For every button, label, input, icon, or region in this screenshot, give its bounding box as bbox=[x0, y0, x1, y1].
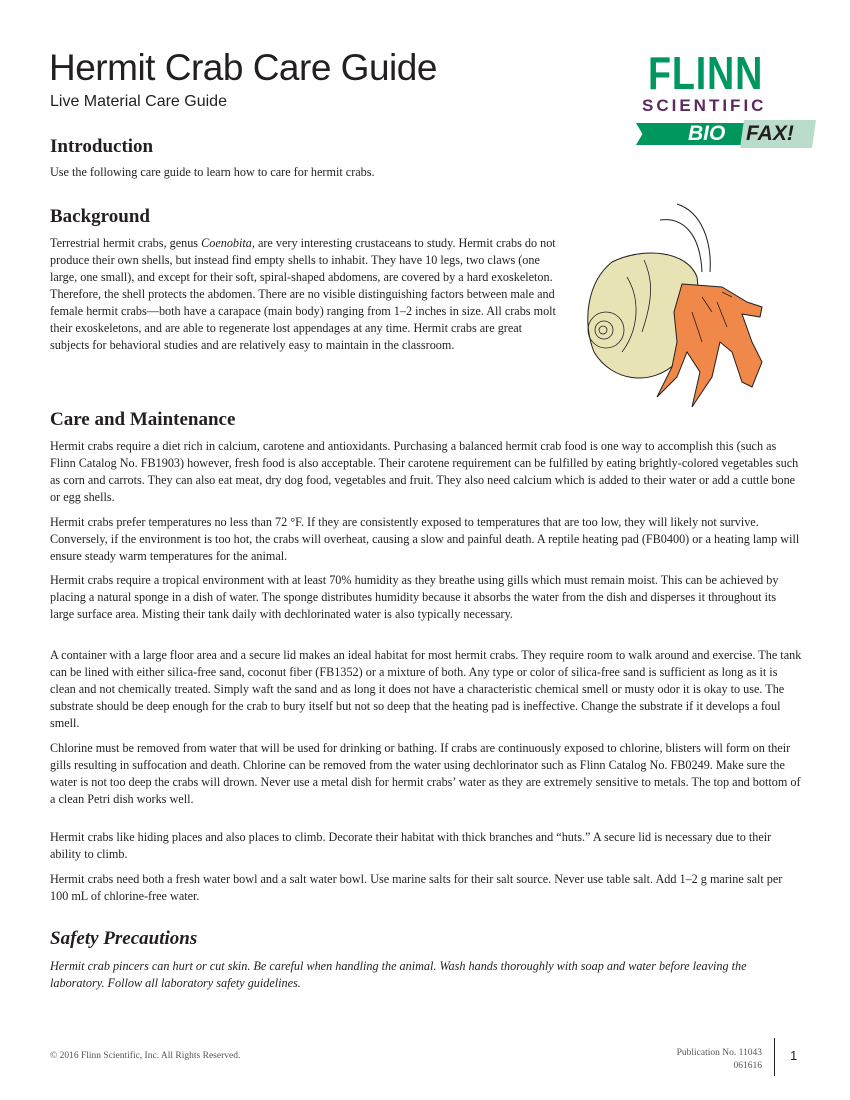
copyright: © 2016 Flinn Scientific, Inc. All Rights Reserved. bbox=[50, 1051, 241, 1061]
publication-code: 061616 bbox=[733, 1061, 762, 1071]
flinn-bio-fax-logo bbox=[628, 47, 818, 155]
hermit-crab-illustration bbox=[582, 202, 772, 412]
publication-info bbox=[640, 1047, 762, 1073]
page-number: 1 bbox=[790, 1048, 798, 1063]
care-paragraph: Hermit crabs like hiding places and also places to climb. Decorate their habitat with thick branches and “huts.” A secure lid is necessary due to their ability to climb. bbox=[50, 830, 772, 861]
safety-text: Hermit crab pincers can hurt or cut skin. Be careful when handling the animal. Wash hands thoroughly with soap and water before leaving the laboratory. Follow all laboratory safety guidelines. bbox=[50, 959, 747, 990]
background-text-b: are very interesting crustaceans to study. Hermit crabs do not produce their own shells, but instead find empty shells to inhabit. They have 10 legs, two claws (one large, one small), and except for their soft, spiral-shaped abdomens, are covered by a hard exoskeleton. Therefore, the shell protects the abdomen. There are no visible distinguishing factors between male and female hermit crabs—both have a carapace (main body) ranging from 1–2 inches in size. All crabs molt their exoskeletons, and are able to regenerate lost appendages at any time. Hermit crabs are great subjects for behavioral studies and are relatively easy to maintain in the classroom. bbox=[50, 236, 556, 352]
footer-divider bbox=[774, 1038, 775, 1076]
safety-heading: Safety Precautions bbox=[50, 928, 198, 949]
banner-fax: FAX! bbox=[746, 122, 794, 145]
background-heading: Background bbox=[50, 206, 150, 227]
banner-bio: BIO bbox=[688, 122, 726, 145]
introduction-text: Use the following care guide to learn how to care for hermit crabs. bbox=[50, 165, 375, 179]
care-paragraph: Hermit crabs need both a fresh water bowl and a salt water bowl. Use marine salts for their salt source. Never use table salt. Add 1–2 g marine salt per 100 mL of chlorine-free water. bbox=[50, 872, 783, 903]
page-title: Hermit Crab Care Guide bbox=[49, 47, 437, 88]
publication-number: Publication No. 11043 bbox=[676, 1048, 762, 1058]
logo-brand-sub: SCIENTIFIC bbox=[642, 96, 767, 115]
page-subtitle: Live Material Care Guide bbox=[50, 93, 227, 110]
care-paragraph: A container with a large floor area and a secure lid makes an ideal habitat for most hermit crabs. They require room to walk around and exercise. The tank can be lined with either silica-free sand, coconut fiber (FB1352) or a mixture of both. Any type or color of silica-free sand is sufficient as long as it is clean and not chemically treated. Simply waft the sand and as long it does not have a characteristic chemical smell or musty odor it is okay to use. The substrate should be deep enough for the crab to bury itself but not so deep that the heating pad is ineffective. Change the substrate if it develops a foul smell. bbox=[50, 648, 802, 730]
care-heading: Care and Maintenance bbox=[50, 409, 236, 430]
genus-name: Coenobita, bbox=[201, 236, 255, 250]
care-paragraph: Chlorine must be removed from water that will be used for drinking or bathing. If crabs are continuously exposed to chlorine, blisters will form on their gills resulting in suffocation and death. Chlorine can be removed from the water using dechlorinator such as Flinn Catalog No. FB0249. Make sure the water is not too deep the crabs will drown. Never use a metal dish for hermit crabs’ water as they are extremely sensitive to metals. The top and bottom of a clean Petri dish works well. bbox=[50, 741, 801, 806]
care-paragraph: Hermit crabs require a tropical environment with at least 70% humidity as they breathe using gills which must remain moist. This can be achieved by placing a natural sponge in a dish of water. The sponge distributes humidity because it absorbs the water from the dish and disperses it throughout its large surface area. Misting their tank daily with dechlorinated water is also typically necessary. bbox=[50, 573, 779, 621]
care-paragraph: Hermit crabs prefer temperatures no less than 72 °F. If they are consistently exposed to temperatures that are too low, they will likely not survive. Conversely, if the environment is too hot, the crabs will overheat, causing a slow and painful death. A reptile heating pad (FB0400) or a heating lamp will ensure steady warm temperatures for the animal. bbox=[50, 515, 800, 563]
logo-brand: FLINN bbox=[648, 47, 764, 99]
care-paragraph: Hermit crabs require a diet rich in calcium, carotene and antioxidants. Purchasing a balanced hermit crab food is one way to accomplish this (such as Flinn Catalog No. FB1903) however, fresh food is also acceptable. Their carotene requirement can be fulfilled by eating brightly-colored vegetables such as corn and carrots. They can also eat meat, dry dog food, vegetables and fruit. They also need calcium which is added to their water or add a cuttle bone or egg shells. bbox=[50, 439, 799, 504]
background-text-a: Terrestrial hermit crabs, genus bbox=[50, 236, 202, 250]
introduction-heading: Introduction bbox=[50, 136, 154, 157]
logo-banner bbox=[636, 120, 814, 148]
background-text bbox=[50, 235, 556, 354]
